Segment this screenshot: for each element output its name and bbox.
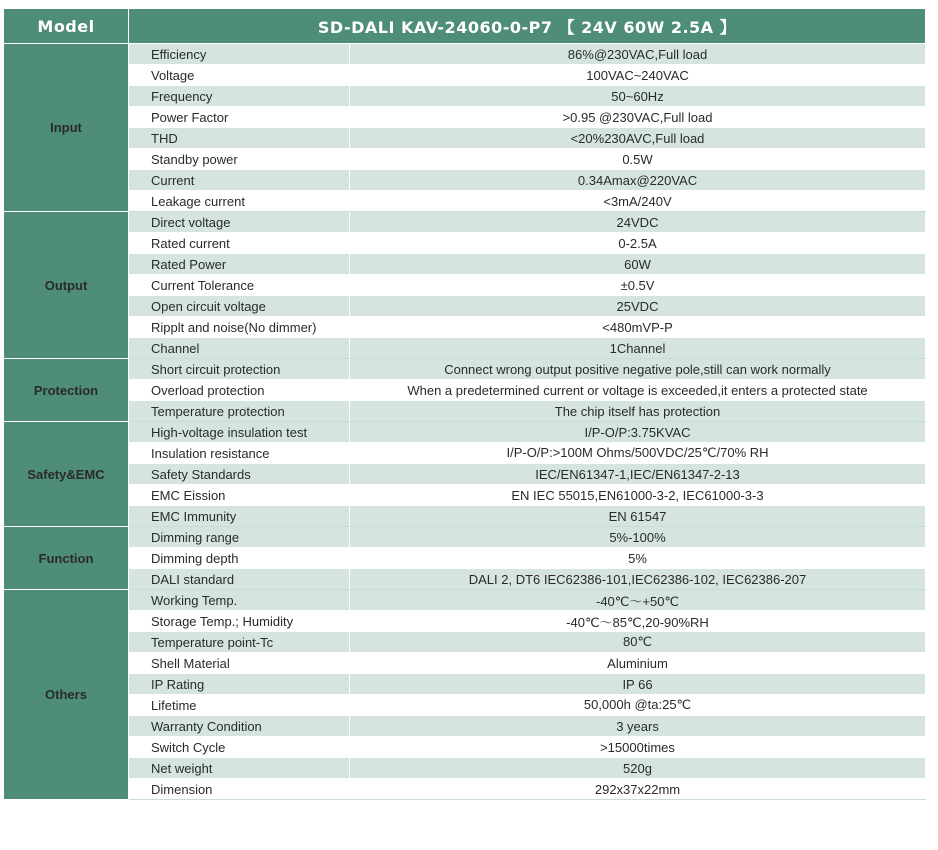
param-value: -40℃～85℃,20-90%RH xyxy=(350,611,926,632)
param-name: EMC Immunity xyxy=(129,506,350,527)
spec-row xyxy=(4,716,926,737)
spec-row xyxy=(4,758,926,779)
spec-row xyxy=(4,527,926,548)
spec-row xyxy=(4,653,926,674)
param-value: 100VAC~240VAC xyxy=(350,65,926,86)
spec-row xyxy=(4,464,926,485)
param-value: <3mA/240V xyxy=(350,191,926,212)
param-name: Channel xyxy=(129,338,350,359)
spec-row xyxy=(4,149,926,170)
param-name: Voltage xyxy=(129,65,350,86)
spec-row xyxy=(4,212,926,233)
param-value: >15000times xyxy=(350,737,926,758)
param-value: Connect wrong output positive negative pole,still can work normally xyxy=(350,359,926,380)
param-name: Frequency xyxy=(129,86,350,107)
spec-row xyxy=(4,380,926,401)
param-value: 86%@230VAC,Full load xyxy=(350,44,926,65)
param-name: Open circuit voltage xyxy=(129,296,350,317)
param-value: 5%-100% xyxy=(350,527,926,548)
param-name: Ripplt and noise(No dimmer) xyxy=(129,317,350,338)
spec-row xyxy=(4,401,926,422)
model-value: SD-DALI KAV-24060-0-P7 【 24V 60W 2.5A 】 xyxy=(129,9,926,44)
param-value: 25VDC xyxy=(350,296,926,317)
param-value: 0-2.5A xyxy=(350,233,926,254)
param-name: High-voltage insulation test xyxy=(129,422,350,443)
spec-row xyxy=(4,107,926,128)
spec-row xyxy=(4,296,926,317)
param-value: EN IEC 55015,EN61000-3-2, IEC61000-3-3 xyxy=(350,485,926,506)
param-name: Leakage current xyxy=(129,191,350,212)
spec-row xyxy=(4,233,926,254)
spec-row xyxy=(4,485,926,506)
param-value: 292x37x22mm xyxy=(350,779,926,800)
param-name: Short circuit protection xyxy=(129,359,350,380)
param-name: Dimming range xyxy=(129,527,350,548)
spec-row xyxy=(4,275,926,296)
param-name: Rated current xyxy=(129,233,350,254)
param-value: Aluminium xyxy=(350,653,926,674)
spec-row xyxy=(4,44,926,65)
group-label: Safety&EMC xyxy=(4,422,129,527)
param-name: Shell Material xyxy=(129,653,350,674)
spec-row xyxy=(4,569,926,590)
model-row xyxy=(4,9,926,44)
param-value: -40℃～+50℃ xyxy=(350,590,926,611)
param-value: 80℃ xyxy=(350,632,926,653)
param-name: Power Factor xyxy=(129,107,350,128)
spec-row xyxy=(4,695,926,716)
param-name: Dimming depth xyxy=(129,548,350,569)
spec-sheet xyxy=(3,8,925,800)
param-value: I/P-O/P:>100M Ohms/500VDC/25℃/70% RH xyxy=(350,443,926,464)
param-name: Net weight xyxy=(129,758,350,779)
spec-row xyxy=(4,191,926,212)
param-name: Direct voltage xyxy=(129,212,350,233)
spec-row xyxy=(4,737,926,758)
group-label: Protection xyxy=(4,359,129,422)
group-label: Function xyxy=(4,527,129,590)
spec-row xyxy=(4,506,926,527)
spec-row xyxy=(4,611,926,632)
param-name: Safety Standards xyxy=(129,464,350,485)
spec-row xyxy=(4,170,926,191)
param-value: 3 years xyxy=(350,716,926,737)
spec-row xyxy=(4,86,926,107)
param-value: EN 61547 xyxy=(350,506,926,527)
param-name: Warranty Condition xyxy=(129,716,350,737)
param-value: 50,000h @ta:25℃ xyxy=(350,695,926,716)
param-name: Current xyxy=(129,170,350,191)
param-name: THD xyxy=(129,128,350,149)
spec-row xyxy=(4,254,926,275)
spec-row xyxy=(4,317,926,338)
spec-row xyxy=(4,674,926,695)
param-value: 0.34Amax@220VAC xyxy=(350,170,926,191)
param-value: 0.5W xyxy=(350,149,926,170)
spec-row xyxy=(4,338,926,359)
param-value: I/P-O/P:3.75KVAC xyxy=(350,422,926,443)
param-name: Working Temp. xyxy=(129,590,350,611)
spec-row xyxy=(4,779,926,800)
spec-row xyxy=(4,128,926,149)
param-value: When a predetermined current or voltage is exceeded,it enters a protected state xyxy=(350,380,926,401)
param-name: Temperature point-Tc xyxy=(129,632,350,653)
param-value: IP 66 xyxy=(350,674,926,695)
param-value: 60W xyxy=(350,254,926,275)
param-name: Lifetime xyxy=(129,695,350,716)
param-name: IP Rating xyxy=(129,674,350,695)
group-label: Output xyxy=(4,212,129,359)
group-label: Others xyxy=(4,590,129,800)
param-value: <480mVP-P xyxy=(350,317,926,338)
param-name: Storage Temp.; Humidity xyxy=(129,611,350,632)
param-value: The chip itself has protection xyxy=(350,401,926,422)
param-name: EMC Eission xyxy=(129,485,350,506)
param-name: Switch Cycle xyxy=(129,737,350,758)
param-name: Efficiency xyxy=(129,44,350,65)
spec-table xyxy=(3,8,926,800)
param-value: <20%230AVC,Full load xyxy=(350,128,926,149)
param-value: 520g xyxy=(350,758,926,779)
param-name: Temperature protection xyxy=(129,401,350,422)
param-name: Dimension xyxy=(129,779,350,800)
param-value: 50~60Hz xyxy=(350,86,926,107)
model-label: Model xyxy=(4,9,129,44)
spec-row xyxy=(4,422,926,443)
spec-row xyxy=(4,632,926,653)
spec-row xyxy=(4,548,926,569)
param-name: DALI standard xyxy=(129,569,350,590)
group-label: Input xyxy=(4,44,129,212)
param-name: Insulation resistance xyxy=(129,443,350,464)
param-value: 1Channel xyxy=(350,338,926,359)
param-value: ±0.5V xyxy=(350,275,926,296)
spec-row xyxy=(4,590,926,611)
spec-row xyxy=(4,443,926,464)
param-name: Rated Power xyxy=(129,254,350,275)
param-name: Current Tolerance xyxy=(129,275,350,296)
param-name: Standby power xyxy=(129,149,350,170)
param-name: Overload protection xyxy=(129,380,350,401)
param-value: DALI 2, DT6 IEC62386-101,IEC62386-102, IEC62386-207 xyxy=(350,569,926,590)
param-value: 24VDC xyxy=(350,212,926,233)
spec-row xyxy=(4,359,926,380)
param-value: IEC/EN61347-1,IEC/EN61347-2-13 xyxy=(350,464,926,485)
param-value: >0.95 @230VAC,Full load xyxy=(350,107,926,128)
spec-row xyxy=(4,65,926,86)
param-value: 5% xyxy=(350,548,926,569)
